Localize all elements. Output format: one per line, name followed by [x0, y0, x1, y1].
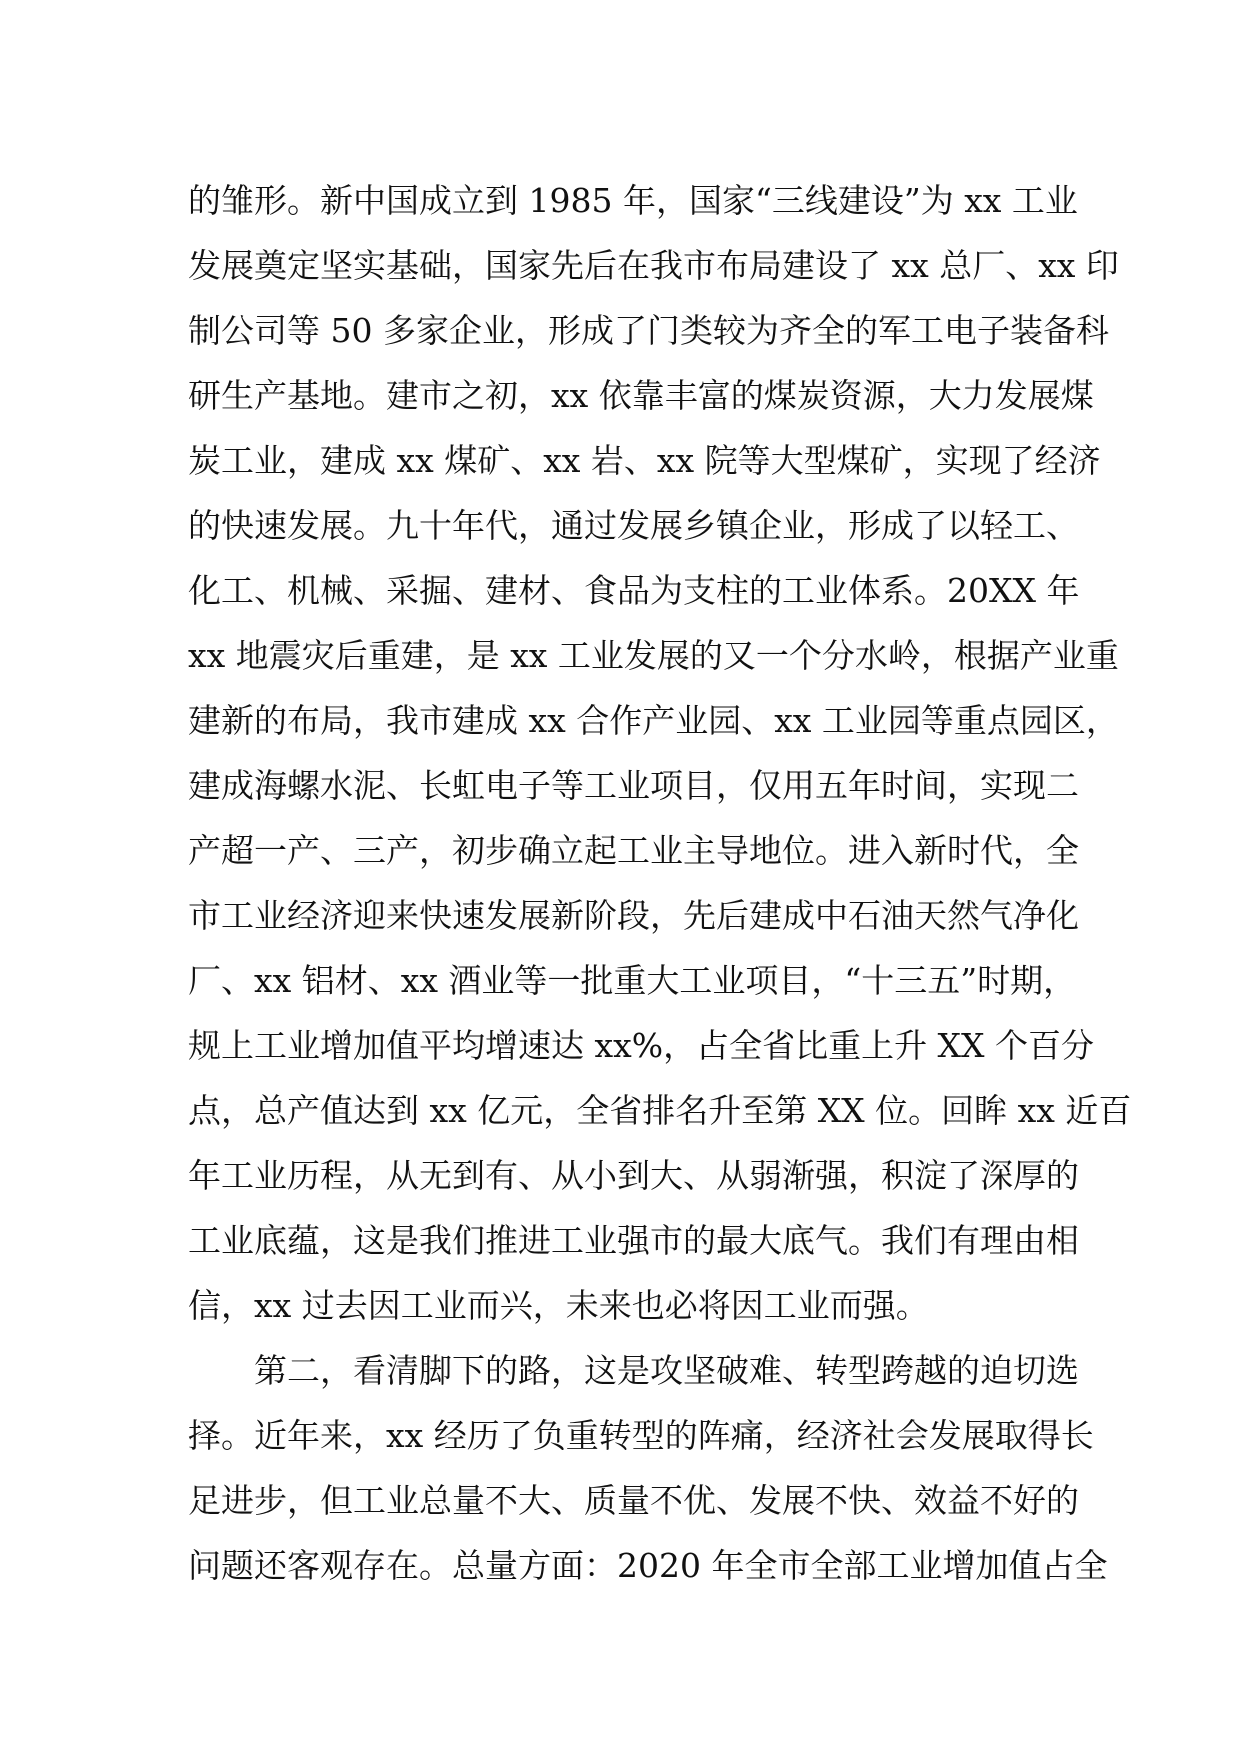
text-line: 厂、xx 铝材、xx 酒业等一批重大工业项目，“十三五”时期，: [188, 961, 1077, 1000]
body-text: [188, 168, 1132, 1598]
text-line: 择。近年来，xx 经历了负重转型的阵痛，经济社会发展取得长: [188, 1416, 1094, 1455]
paragraph-start-line: 第二，看清脚下的路，这是攻坚破难、转型跨越的迫切选: [254, 1351, 1079, 1390]
text-line: 炭工业，建成 xx 煤矿、xx 岩、xx 院等大型煤矿，实现了经济: [188, 441, 1101, 480]
text-line: 建成海螺水泥、长虹电子等工业项目，仅用五年时间，实现二: [188, 766, 1079, 805]
text-line: 规上工业增加值平均增速达 xx%，占全省比重上升 XX 个百分: [188, 1026, 1095, 1065]
text-line: xx 地震灾后重建，是 xx 工业发展的又一个分水岭，根据产业重: [188, 636, 1119, 675]
text-line: 年工业历程，从无到有、从小到大、从弱渐强，积淀了深厚的: [188, 1156, 1079, 1195]
text-line: 的快速发展。九十年代，通过发展乡镇企业，形成了以轻工、: [188, 506, 1079, 545]
text-line: 问题还客观存在。总量方面：2020 年全市全部工业增加值占全: [188, 1546, 1108, 1585]
text-line: 研生产基地。建市之初，xx 依靠丰富的煤炭资源，大力发展煤: [188, 376, 1094, 415]
text-line: 足进步，但工业总量不大、质量不优、发展不快、效益不好的: [188, 1481, 1079, 1520]
text-line: 工业底蕴，这是我们推进工业强市的最大底气。我们有理由相: [188, 1221, 1079, 1260]
text-line: 产超一产、三产，初步确立起工业主导地位。进入新时代，全: [188, 831, 1079, 870]
text-line: 信，xx 过去因工业而兴，未来也必将因工业而强。: [188, 1286, 929, 1325]
text-line: 发展奠定坚实基础，国家先后在我市布局建设了 xx 总厂、xx 印: [188, 246, 1119, 285]
text-line: 市工业经济迎来快速发展新阶段，先后建成中石油天然气净化: [188, 896, 1079, 935]
text-line: 化工、机械、采掘、建材、食品为支柱的工业体系。20XX 年: [188, 571, 1080, 610]
text-line: 的雏形。新中国成立到 1985 年，国家“三线建设”为 xx 工业: [188, 181, 1078, 220]
text-line: 制公司等 50 多家企业，形成了门类较为齐全的军工电子装备科: [188, 311, 1109, 350]
text-line: 点，总产值达到 xx 亿元，全省排名升至第 XX 位。回眸 xx 近百: [188, 1091, 1132, 1130]
text-line: 建新的布局，我市建成 xx 合作产业园、xx 工业园等重点园区，: [188, 701, 1119, 740]
